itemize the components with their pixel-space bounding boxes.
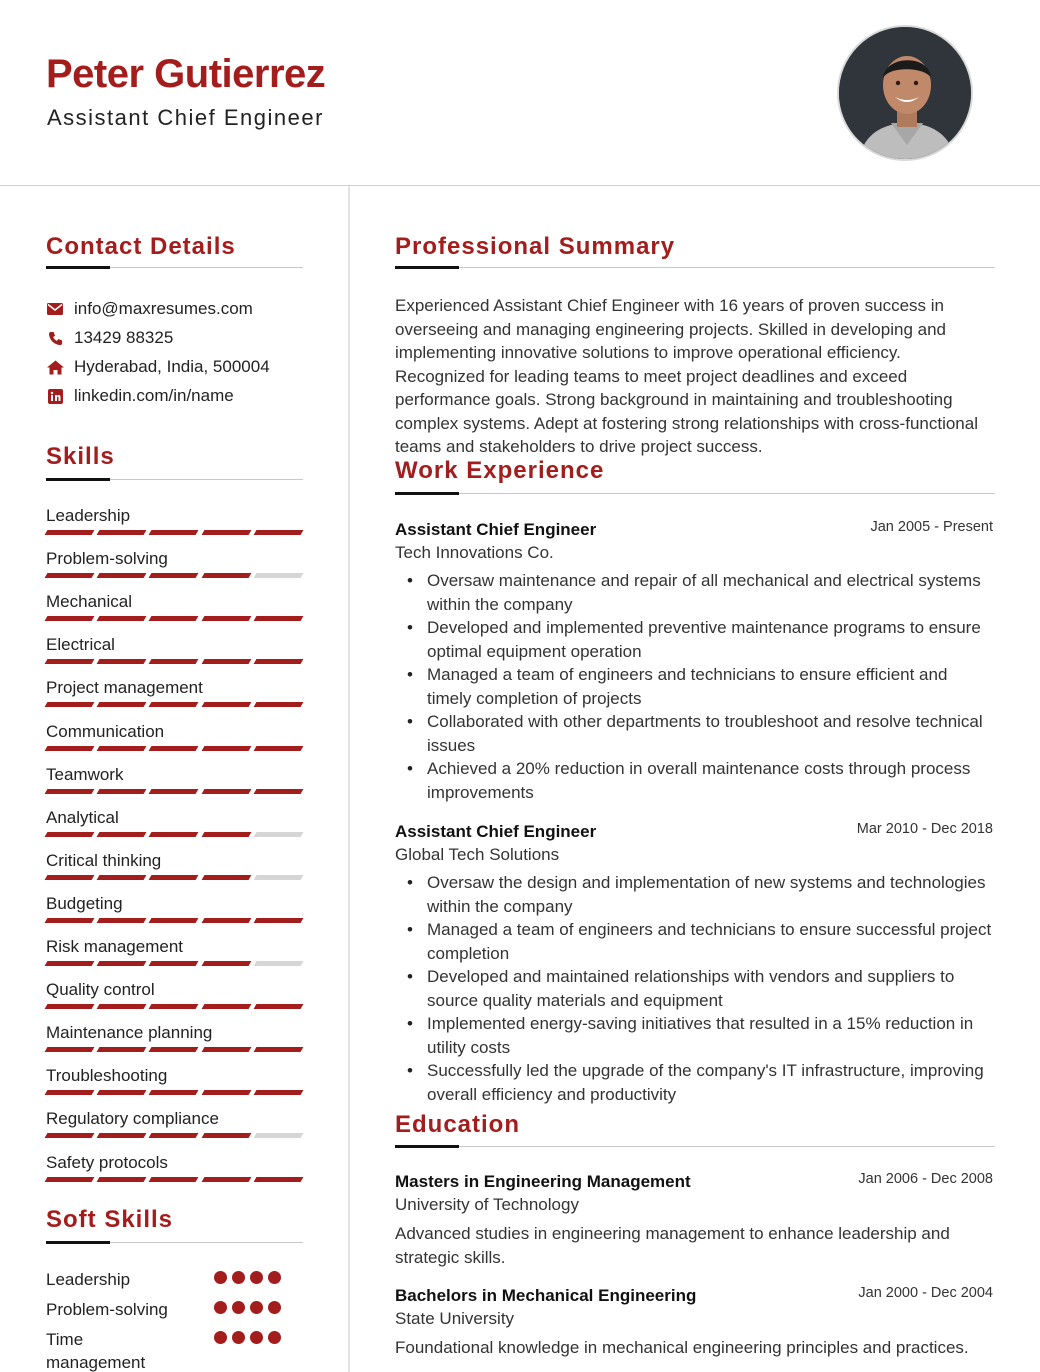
skill-level-segment	[45, 1177, 95, 1182]
skill-label: Leadership	[46, 506, 131, 525]
skill-item	[46, 1152, 302, 1182]
skill-level-segment	[45, 1133, 95, 1138]
resume-header	[0, 0, 1040, 186]
soft-skill-rating	[214, 1271, 281, 1284]
skill-level-segment	[97, 746, 147, 751]
education-description: Foundational knowledge in mechanical engineering principles and practices.	[395, 1338, 969, 1357]
skill-level-bar	[46, 746, 302, 751]
skill-item	[46, 807, 302, 837]
skill-item	[46, 677, 302, 707]
skill-level-segment	[45, 573, 95, 578]
skill-level-bar	[46, 573, 302, 578]
skill-level-segment	[201, 746, 251, 751]
skill-level-bar	[46, 789, 302, 794]
job-company: Global Tech Solutions	[395, 845, 560, 864]
skill-item	[46, 764, 302, 794]
skill-level-segment	[149, 573, 199, 578]
soft-skill-item	[46, 1298, 302, 1321]
skill-item	[46, 505, 302, 535]
skill-level-segment	[253, 1133, 303, 1138]
skill-item	[46, 1065, 302, 1095]
skill-level-segment	[97, 1133, 147, 1138]
contact-email-text: info@maxresumes.com	[74, 299, 253, 318]
skill-level-segment	[45, 1090, 95, 1095]
rating-dot	[214, 1301, 227, 1314]
contact-linkedin[interactable]	[46, 386, 234, 406]
school-name: State University	[395, 1309, 515, 1328]
skill-level-bar	[46, 616, 302, 621]
rating-dot	[232, 1271, 245, 1284]
skill-level-bar	[46, 1177, 302, 1182]
skill-label: Troubleshooting	[46, 1066, 168, 1086]
education-rule-accent	[395, 1145, 459, 1148]
job-bullets	[395, 569, 995, 804]
skill-label: Safety protocols	[46, 1152, 168, 1172]
skill-level-segment	[97, 1047, 147, 1052]
contact-phone-text: 13429 88325	[74, 328, 174, 347]
contact-address-text: Hyderabad, India, 500004	[74, 357, 270, 376]
job-bullet: • Successfully led the upgrade of the company's IT infrastructure, improving overall efficiency and productivity	[395, 1059, 995, 1106]
soft-skill-item	[46, 1328, 302, 1372]
skill-level-bar	[46, 530, 302, 535]
skill-item	[46, 1108, 302, 1138]
skill-level-segment	[253, 702, 303, 707]
skill-item	[46, 634, 302, 664]
skill-level-segment	[45, 875, 95, 880]
job-bullet: • Developed and implemented preventive maintenance programs to ensure optimal equipment operation	[395, 616, 995, 663]
summary-text: Experienced Assistant Chief Engineer with 16 years of proven success in overseeing and managing engineering projects. Skilled in developing and implementing innovative solutions to improve operational efficiency. Recognized for leading teams to meet project deadlines and exceed performance goals. Strong background in maintaining and troubleshooting complex systems. Adept at fostering strong relationships with cross-functional teams and stakeholders to drive project success.	[395, 296, 978, 456]
skill-level-bar	[46, 918, 302, 923]
education-entry	[395, 1286, 995, 1360]
rating-dot	[214, 1331, 227, 1344]
skill-level-segment	[253, 659, 303, 664]
skill-level-segment	[97, 573, 147, 578]
job-company: Tech Innovations Co.	[395, 543, 554, 562]
soft-skill-label: Problem-solving	[46, 1300, 168, 1319]
skill-level-segment	[253, 1047, 303, 1052]
job-title: Assistant Chief Engineer	[395, 822, 597, 841]
contact-email[interactable]	[46, 299, 253, 319]
skill-level-segment	[45, 702, 95, 707]
skill-level-segment	[97, 875, 147, 880]
soft-skill-rating	[214, 1301, 281, 1314]
skill-level-segment	[149, 875, 199, 880]
skill-label: Problem-solving	[46, 549, 168, 569]
rating-dot	[268, 1301, 281, 1314]
skill-level-segment	[253, 746, 303, 751]
skill-level-segment	[97, 832, 147, 837]
rating-dot	[250, 1271, 263, 1284]
contact-linkedin-text: linkedin.com/in/name	[74, 386, 234, 405]
school-name: University of Technology	[395, 1195, 579, 1214]
skill-label: Teamwork	[46, 764, 124, 784]
envelope-icon	[46, 300, 64, 318]
job-bullet: • Achieved a 20% reduction in overall maintenance costs through process improvements	[395, 757, 995, 804]
skill-label: Analytical	[46, 807, 119, 827]
skill-level-segment	[149, 616, 199, 621]
education-rule	[395, 1146, 995, 1147]
skill-level-segment	[97, 616, 147, 621]
contact-rule-accent	[46, 266, 110, 269]
skills-rule-accent	[46, 478, 110, 481]
rating-dot	[250, 1301, 263, 1314]
skill-level-segment	[45, 1047, 95, 1052]
skill-level-segment	[149, 1177, 199, 1182]
skill-level-segment	[97, 1004, 147, 1009]
education-dates: Jan 2006 - Dec 2008	[858, 1171, 993, 1187]
skill-label: Budgeting	[46, 893, 123, 913]
linkedin-icon	[46, 387, 64, 405]
skill-level-segment	[201, 1047, 251, 1052]
skill-label: Risk management	[46, 937, 184, 956]
education-description: Advanced studies in engineering management to enhance leadership and strategic skills.	[395, 1224, 950, 1267]
skill-item	[46, 1022, 302, 1052]
job-bullet: • Oversaw maintenance and repair of all mechanical and electrical systems within the company	[395, 569, 995, 616]
skill-level-segment	[149, 702, 199, 707]
skill-level-segment	[253, 961, 303, 966]
skill-level-segment	[201, 961, 251, 966]
skill-label: Quality control	[46, 980, 155, 1000]
skill-item	[46, 893, 302, 923]
job-bullet: • Managed a team of engineers and technicians to ensure successful project completion	[395, 918, 995, 965]
skill-level-segment	[253, 616, 303, 621]
skill-level-segment	[253, 918, 303, 923]
degree-title: Masters in Engineering Management	[395, 1172, 691, 1191]
job-bullet: • Oversaw the design and implementation of new systems and technologies within the company	[395, 871, 995, 918]
skill-level-segment	[253, 1090, 303, 1095]
skill-level-segment	[201, 1090, 251, 1095]
experience-rule	[395, 493, 995, 494]
summary-heading: Professional Summary	[395, 233, 676, 260]
soft-skill-rating	[214, 1331, 281, 1344]
skill-level-bar	[46, 832, 302, 837]
skill-level-segment	[201, 573, 251, 578]
skill-level-segment	[97, 961, 147, 966]
skill-level-segment	[97, 530, 147, 535]
skill-level-segment	[201, 659, 251, 664]
phone-icon	[46, 329, 64, 347]
skill-level-segment	[97, 918, 147, 923]
skill-level-segment	[201, 702, 251, 707]
skill-level-segment	[149, 1047, 199, 1052]
soft-skill-label: Time management	[46, 1330, 146, 1372]
skill-label: Maintenance planning	[46, 1023, 213, 1043]
job-bullet: • Developed and maintained relationships with vendors and suppliers to source quality materials and equipment	[395, 965, 995, 1012]
skill-level-segment	[253, 1004, 303, 1009]
skill-label: Critical thinking	[46, 850, 162, 870]
rating-dot	[232, 1301, 245, 1314]
avatar-portrait-icon	[839, 27, 973, 161]
skill-level-bar	[46, 702, 302, 707]
skill-level-segment	[253, 875, 303, 880]
experience-rule-accent	[395, 492, 459, 495]
rating-dot	[232, 1331, 245, 1344]
rating-dot	[268, 1271, 281, 1284]
skill-label: Project management	[46, 678, 203, 698]
skill-item	[46, 548, 302, 578]
skill-label: Electrical	[46, 635, 115, 655]
skill-level-segment	[149, 659, 199, 664]
skill-level-segment	[201, 1004, 251, 1009]
skill-level-segment	[149, 1133, 199, 1138]
skill-level-bar	[46, 1133, 302, 1138]
skill-label: Regulatory compliance	[46, 1109, 219, 1129]
skill-level-segment	[97, 789, 147, 794]
skill-item	[46, 979, 302, 1009]
job-bullet: • Managed a team of engineers and technicians to ensure efficient and timely completion of projects	[395, 663, 995, 710]
skill-item	[46, 721, 302, 751]
skill-level-segment	[149, 832, 199, 837]
skill-level-segment	[149, 961, 199, 966]
degree-title: Bachelors in Mechanical Engineering	[395, 1286, 697, 1305]
soft-skill-label: Leadership	[46, 1270, 131, 1289]
skill-level-segment	[201, 1177, 251, 1182]
skills-heading: Skills	[46, 443, 115, 470]
candidate-title: Assistant Chief Engineer	[47, 105, 324, 130]
skill-level-segment	[253, 789, 303, 794]
skill-item	[46, 936, 302, 966]
skill-level-bar	[46, 961, 302, 966]
home-icon	[46, 358, 64, 376]
profile-photo	[837, 25, 973, 161]
job-bullet: • Collaborated with other departments to troubleshoot and resolve technical issues	[395, 710, 995, 757]
skill-level-segment	[45, 918, 95, 923]
skill-level-bar	[46, 1090, 302, 1095]
experience-heading: Work Experience	[395, 457, 605, 484]
skill-level-segment	[45, 659, 95, 664]
skill-level-segment	[253, 573, 303, 578]
job-entry	[395, 822, 995, 1106]
skill-level-segment	[45, 616, 95, 621]
job-title: Assistant Chief Engineer	[395, 520, 597, 539]
job-dates: Jan 2005 - Present	[870, 519, 993, 535]
skill-level-segment	[45, 1004, 95, 1009]
skill-level-segment	[201, 789, 251, 794]
skill-level-segment	[97, 702, 147, 707]
soft-skills-heading: Soft Skills	[46, 1206, 174, 1233]
candidate-name: Peter Gutierrez	[46, 52, 326, 96]
skill-level-segment	[201, 875, 251, 880]
contact-phone[interactable]	[46, 328, 173, 348]
skill-level-segment	[149, 746, 199, 751]
skill-level-segment	[201, 832, 251, 837]
skill-label: Mechanical	[46, 592, 132, 612]
education-dates: Jan 2000 - Dec 2004	[858, 1285, 993, 1301]
skill-level-segment	[45, 530, 95, 535]
job-entry	[395, 520, 995, 804]
contact-heading: Contact Details	[46, 233, 236, 260]
skill-level-segment	[201, 918, 251, 923]
job-dates: Mar 2010 - Dec 2018	[856, 821, 993, 837]
soft-skill-item	[46, 1268, 302, 1291]
skill-level-segment	[201, 530, 251, 535]
soft-skills-rule-accent	[46, 1241, 110, 1244]
skill-level-segment	[149, 918, 199, 923]
education-heading: Education	[395, 1111, 521, 1138]
skill-level-bar	[46, 875, 302, 880]
skill-level-segment	[97, 1177, 147, 1182]
skill-label: Communication	[46, 721, 165, 741]
skill-level-segment	[149, 1004, 199, 1009]
skill-level-segment	[45, 746, 95, 751]
job-bullets	[395, 871, 995, 1106]
skill-level-bar	[46, 1004, 302, 1009]
skill-level-segment	[149, 530, 199, 535]
skill-level-bar	[46, 1047, 302, 1052]
skill-item	[46, 591, 302, 621]
skill-level-bar	[46, 659, 302, 664]
skill-level-segment	[45, 961, 95, 966]
skill-level-segment	[253, 1177, 303, 1182]
skill-item	[46, 850, 302, 880]
job-bullet: • Implemented energy-saving initiatives that resulted in a 15% reduction in utility costs	[395, 1012, 995, 1059]
summary-rule-accent	[395, 266, 459, 269]
skill-level-segment	[201, 616, 251, 621]
skill-level-segment	[45, 832, 95, 837]
summary-rule	[395, 267, 995, 268]
education-entry	[395, 1172, 995, 1270]
rating-dot	[250, 1331, 263, 1344]
skill-level-segment	[253, 530, 303, 535]
rating-dot	[268, 1331, 281, 1344]
skill-level-segment	[45, 789, 95, 794]
column-divider	[348, 186, 350, 1372]
skill-level-segment	[149, 1090, 199, 1095]
skill-level-segment	[97, 659, 147, 664]
rating-dot	[214, 1271, 227, 1284]
skill-level-segment	[201, 1133, 251, 1138]
contact-address	[46, 357, 270, 377]
skill-level-segment	[97, 1090, 147, 1095]
skill-level-segment	[149, 789, 199, 794]
skill-level-segment	[253, 832, 303, 837]
